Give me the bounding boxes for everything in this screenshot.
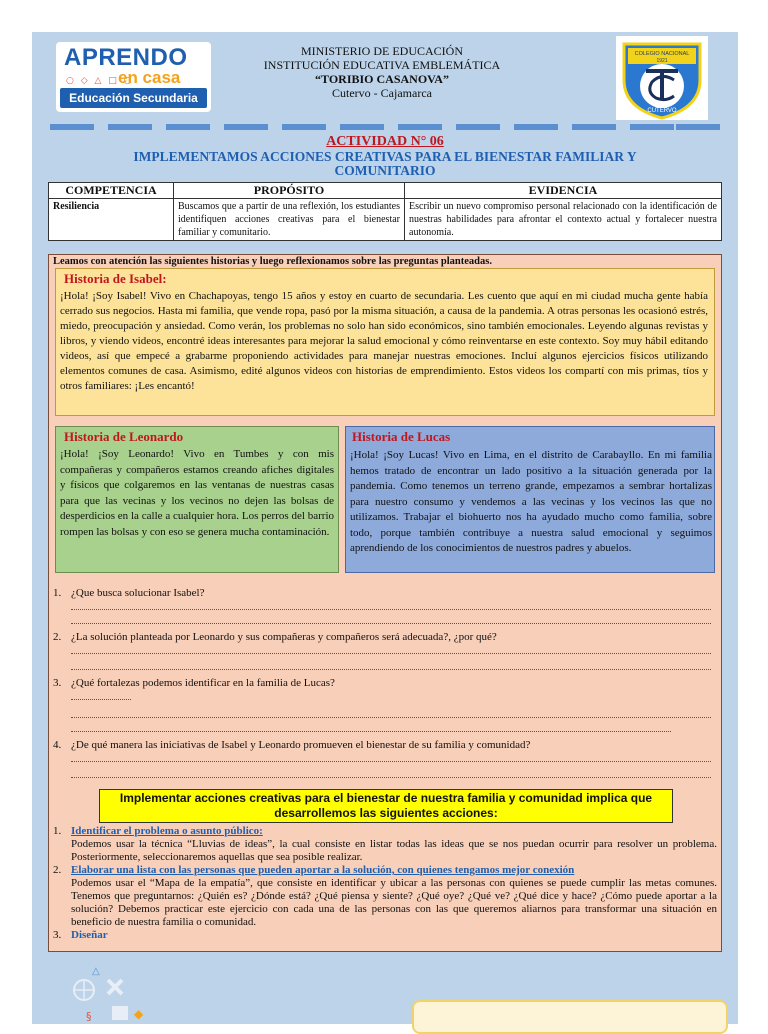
story-isabel-body: ¡Hola! ¡Soy Isabel! Vivo en Chachapoyas, tengo 15 años y estoy en cuarto de secundaria. Les cuento que aquí en mi ciudad mucha gente había cerrado sus negocios. Hasta mi familia, que vende ropa, pasó por la misma situación, a causa de la pandemia. A otras personas les ocasionó estrés, miedo, preocupación y ansiedad. Como verán, los problemas no solo han sido económicos, sino también emocionales. Leyendo algunas revistas y libros, y viendo videos, encontré ideas interesantes para mejorar la salud emocional y cómo reinventarse en este contexto. Soy muy hábil editando videos, así que empecé a grabarme proponiendo actividades para manejar nuestras emociones. Incluí algunos ejercicios físicos utilizando elementos comunes de casa. Asimismo, edité algunos videos con historias de emprendimiento. Estos videos los compartí con mis primas, tíos y otros familiares: ¡Les encantó! [60, 290, 708, 392]
answer-line[interactable] [71, 653, 711, 654]
reading-instruction: Leamos con atención las siguientes historias y luego reflexionamos sobre las preguntas planteadas. [53, 256, 492, 267]
question-2 [53, 631, 497, 643]
answer-line[interactable] [71, 717, 711, 718]
story-lucas [345, 426, 715, 573]
step-number: 1. [53, 825, 62, 837]
answer-line[interactable] [71, 623, 711, 624]
svg-text:§: § [86, 1010, 92, 1023]
question-text: ¿La solución planteada por Leonardo y sus compañeras y compañeros será adecuada?, ¿por qué? [71, 631, 497, 643]
story-leonardo-body: ¡Hola! ¡Soy Leonardo! Vivo en Tumbes y con mis compañeras y compañeros estamos creando afiches digitales y físicos que colgaremos en las ventanas de nuestras casas para que las vecinas y los vecinos no dejen las bolsas de desperdicios en la calle a cualquier hora. Los perros del barrio rompen las bolsas y con eso se genera mucha contaminación. [60, 448, 334, 538]
step-3 [53, 929, 717, 942]
activity-subtitle: IMPLEMENTAMOS ACCIONES CREATIVAS PARA EL BIENESTAR FAMILIAR Y COMUNITARIO [133, 149, 637, 178]
step-number: 2. [53, 864, 62, 876]
answer-line[interactable] [71, 669, 711, 670]
step-text: Podemos usar la técnica “Lluvias de ideas”, la cual consiste en listar todas las ideas que se nos puedan ocurrir para resolver un problema. Posteriormente, seleccionaremos aquellas que sea posible realizar. [71, 838, 717, 863]
step-2 [53, 864, 717, 929]
question-number: 2. [53, 631, 62, 643]
story-isabel [55, 268, 715, 416]
step-text: Podemos usar el “Mapa de la empatía”, que consiste en identificar y ubicar a las personas con quienes se puede cumplir las metas comunes. Tenemos que preguntarnos: ¿Quién es? ¿Dónde está? ¿Qué piensa y siente? ¿Qué oye? ¿Qué ve? ¿Qué dice y hace? ¿Cómo puede aportar a la solución? Debemos practicar este ejercicio con cada una de las personas con las que queremos aliarnos para transformar una situación en beneficio de nuestra familia o comunidad. [71, 877, 717, 928]
logo-dots-decoration: ○ ◇ △ □ ○ [66, 76, 134, 86]
worksheet-page [32, 32, 738, 1024]
answer-line[interactable] [71, 699, 131, 700]
story-leonardo [55, 426, 339, 573]
actions-callout: Implementar acciones creativas para el bienestar de nuestra familia y comunidad implica que desarrollemos las siguientes acciones: [99, 789, 673, 823]
logo-bar: Educación Secundaria [60, 88, 207, 108]
step-heading: Elaborar una lista con las personas que pueden aportar a la solución, con quienes tengamos mejor conexión [71, 864, 575, 876]
step-1 [53, 825, 717, 864]
logo-title: APRENDO [64, 44, 188, 71]
story-leonardo-title: Historia de Leonardo [64, 429, 184, 444]
table-header-evidencia: EVIDENCIA [405, 183, 722, 199]
question-text: ¿Que busca solucionar Isabel? [71, 587, 205, 599]
decorative-icons [72, 962, 182, 1024]
step-heading: Identificar el problema o asunto público: [71, 825, 263, 837]
story-isabel-title: Historia de Isabel: [64, 271, 167, 286]
school-crest-logo [616, 36, 708, 120]
steps-list [53, 825, 717, 942]
question-number: 1. [53, 587, 62, 599]
school-location: Cutervo - Cajamarca [332, 86, 432, 100]
answer-line[interactable] [71, 777, 711, 778]
activity-title: ACTIVIDAD N° 06 [326, 134, 444, 149]
table-header-row [49, 183, 722, 199]
crest-year-text: 1921 [656, 58, 668, 64]
answer-line[interactable] [71, 761, 711, 762]
institution-name: INSTITUCIÓN EDUCATIVA EMBLEMÁTICA [263, 58, 501, 72]
logo-subtitle: en casa [118, 68, 181, 87]
question-3 [53, 677, 335, 689]
answer-line[interactable] [71, 609, 711, 610]
footer-note-box [412, 1000, 728, 1034]
header [32, 32, 738, 122]
step-number: 3. [53, 929, 62, 941]
competencia-cell: Resiliencia [49, 199, 174, 241]
crest-top-text: COLEGIO NACIONAL [634, 51, 690, 57]
question-number: 3. [53, 677, 62, 689]
aprendo-en-casa-logo [56, 42, 211, 112]
proposito-cell: Buscamos que a partir de una reflexión, los estudiantes identifiquen acciones creativas para el bienestar familiar y comunitario. [174, 199, 405, 241]
question-text: ¿Qué fortalezas podemos identificar en la familia de Lucas? [71, 677, 335, 689]
dashed-divider [50, 124, 720, 130]
answer-line[interactable] [71, 731, 671, 732]
svg-text:△: △ [92, 966, 100, 977]
evidencia-cell: Escribir un nuevo compromiso personal relacionado con la identificación de nuestras habilidades para afrontar el contexto actual y fortalecer nuestra autonomía. [405, 199, 722, 241]
ministry-name: MINISTERIO DE EDUCACIÓN [301, 44, 463, 58]
question-1 [53, 587, 204, 599]
table-row [49, 199, 722, 241]
table-header-proposito: PROPÓSITO [174, 183, 405, 199]
school-name: “TORIBIO CASANOVA” [315, 72, 449, 86]
story-lucas-title: Historia de Lucas [352, 429, 451, 444]
question-number: 4. [53, 739, 62, 751]
question-text: ¿De qué manera las iniciativas de Isabel y Leonardo promueven el bienestar de su familia y comunidad? [71, 739, 531, 751]
story-lucas-body: ¡Hola! ¡Soy Lucas! Vivo en Lima, en el distrito de Carabayllo. En mi familia hemos tratado de encontrar un lado positivo a la situación generada por la pandemia. Como tenemos un terreno grande, empezamos a sembrar hortalizas para nuestro consumo y vendemos a las vecinas y los vecinos las que no utilizamos. Trabajar el biohuerto nos ha ayudado mucho como familia, sobre todo, porque también contribuye a nuestra salud emocional y seguimos aprendiendo de los conocimientos de nuestros padres y abuelos. [350, 449, 712, 554]
step-heading: Diseñar [71, 929, 108, 941]
competency-table [48, 182, 722, 241]
crest-bottom-text: CUTERVO [647, 108, 677, 114]
svg-text:◆: ◆ [134, 1007, 144, 1021]
reading-section [48, 254, 722, 952]
question-4 [53, 739, 530, 751]
table-header-competencia: COMPETENCIA [49, 183, 174, 199]
header-text [232, 44, 532, 100]
